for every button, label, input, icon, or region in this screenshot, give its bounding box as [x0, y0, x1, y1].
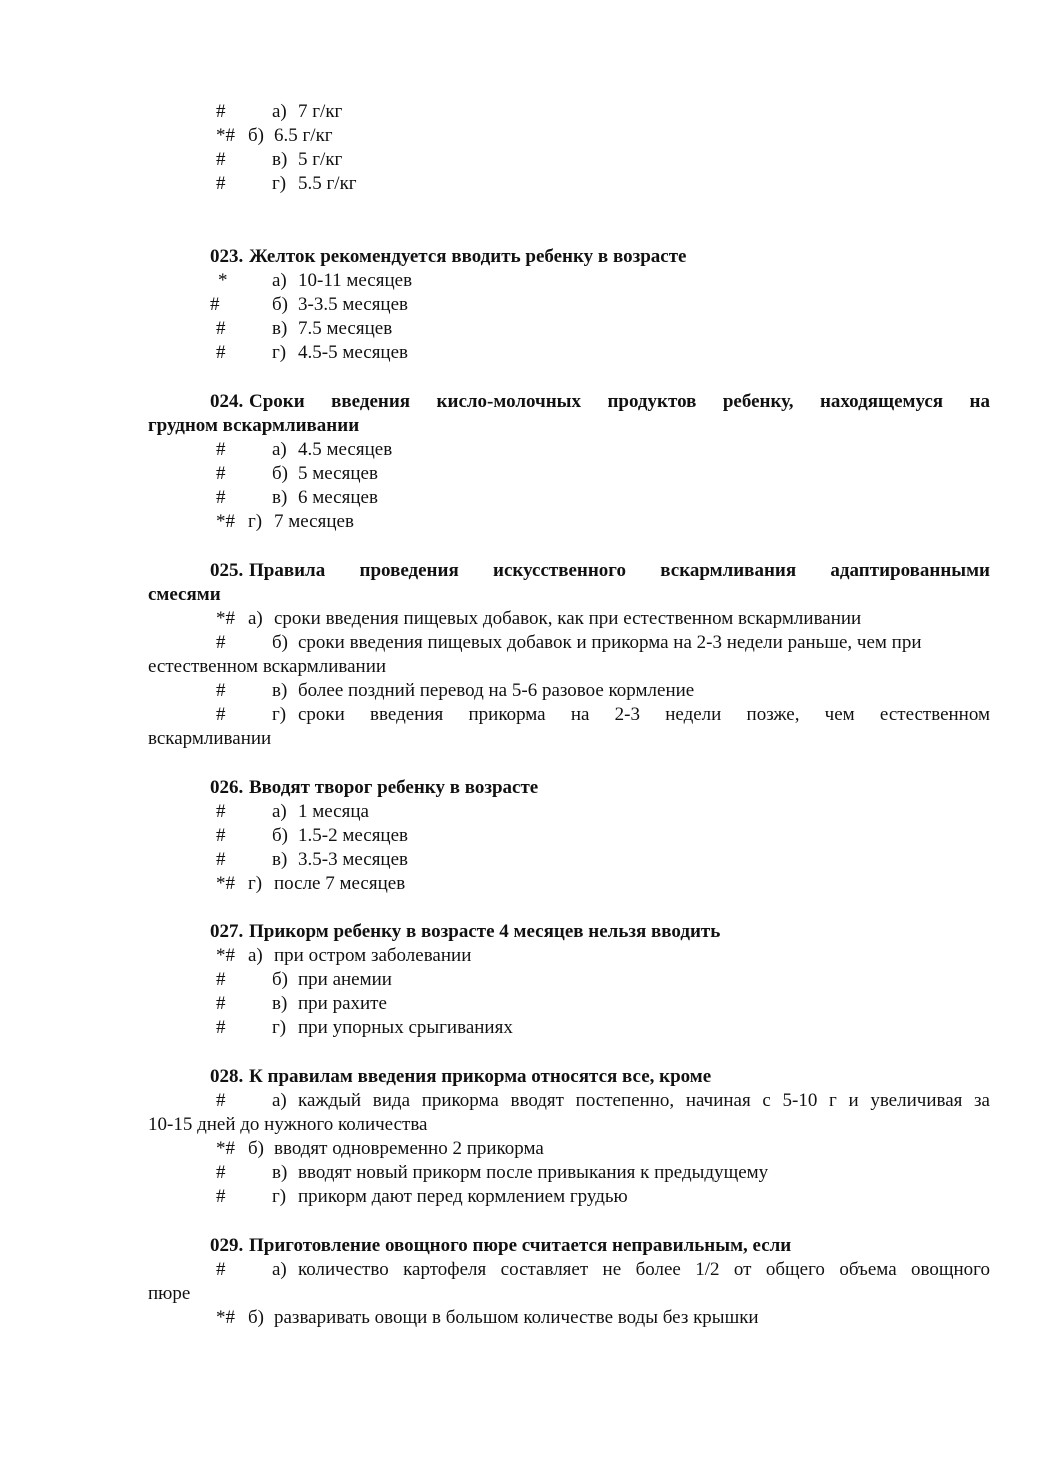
answer-text: 7 г/кг — [298, 101, 343, 122]
answer-letter: б) — [272, 294, 288, 315]
answer-text: 6.5 г/кг — [274, 125, 333, 146]
answer-mark: # — [216, 825, 226, 846]
answer-text: 7 месяцев — [274, 511, 354, 532]
answer-mark: # — [216, 1017, 226, 1038]
answer-text: сроки введения пищевых добавок и прикорма на 2-3 недели раньше, чем при — [298, 632, 922, 653]
answer-mark: *# — [216, 945, 235, 966]
question-text-continuation: грудном вскармливании — [148, 415, 360, 436]
question-text-text: Правила проведения искусственного вскармливания адаптированными — [249, 560, 990, 581]
answer-text-continuation: пюре — [148, 1283, 191, 1304]
answer-text: прикорм дают перед кормлением грудью — [298, 1186, 628, 1207]
answer-letter: в) — [272, 1162, 288, 1183]
answer-text: 3-3.5 месяцев — [298, 294, 409, 315]
answer-letter: б) — [248, 1138, 264, 1159]
answer-text-continuation: естественном вскармливании — [148, 656, 387, 677]
answer-mark: # — [216, 632, 226, 653]
answer-text: 3.5-3 месяцев — [298, 849, 409, 870]
question-text — [249, 390, 990, 414]
answer-text: 4.5-5 месяцев — [298, 342, 409, 363]
answer-letter: г) — [248, 873, 263, 894]
question-text: Прикорм ребенку в возрасте 4 месяцев нельзя вводить — [249, 921, 721, 942]
question-text-text: Сроки введения кисло-молочных продуктов ребенку, находящемуся на — [249, 391, 990, 412]
answer-mark: # — [216, 487, 226, 508]
answer-text: 1 месяца — [298, 801, 369, 822]
answer-mark: # — [216, 463, 226, 484]
answer-text-text: сроки введения прикорма на 2-3 недели позже, чем естественном — [298, 704, 990, 725]
answer-text: 5.5 г/кг — [298, 173, 357, 194]
answer-mark: *# — [216, 125, 235, 146]
answer-mark: # — [216, 1090, 226, 1111]
answer-text: более поздний перевод на 5-6 разовое кормление — [298, 680, 695, 701]
answer-letter: а) — [248, 945, 263, 966]
answer-text: 10-11 месяцев — [298, 270, 413, 291]
answer-letter: а) — [272, 1259, 287, 1280]
answer-letter: а) — [272, 101, 287, 122]
answer-letter: б) — [272, 632, 288, 653]
question-number: 028. — [210, 1066, 244, 1087]
answer-text — [298, 703, 990, 727]
answer-letter: г) — [272, 342, 287, 363]
answer-mark: # — [216, 969, 226, 990]
answer-letter: в) — [272, 680, 288, 701]
question-text: Вводят творог ребенку в возрасте — [249, 777, 539, 798]
answer-mark: # — [216, 439, 226, 460]
answer-mark: # — [216, 1186, 226, 1207]
answer-letter: в) — [272, 318, 288, 339]
answer-text-continuation: 10-15 дней до нужного количества — [148, 1114, 428, 1135]
question-text-continuation: смесями — [148, 584, 221, 605]
answer-text: 6 месяцев — [298, 487, 378, 508]
answer-mark: # — [210, 294, 220, 315]
answer-mark: # — [216, 1162, 226, 1183]
answer-mark: *# — [216, 608, 235, 629]
answer-mark: # — [216, 318, 226, 339]
answer-letter: г) — [248, 511, 263, 532]
answer-text: 4.5 месяцев — [298, 439, 393, 460]
answer-text-continuation: вскармливании — [148, 728, 272, 749]
question-number: 029. — [210, 1235, 244, 1256]
answer-letter: б) — [248, 1307, 264, 1328]
answer-letter: б) — [272, 969, 288, 990]
answer-mark: # — [216, 342, 226, 363]
answer-letter: г) — [272, 173, 287, 194]
answer-text — [298, 1089, 990, 1113]
answer-text: вводят одновременно 2 прикорма — [274, 1138, 544, 1159]
answer-letter: г) — [272, 1017, 287, 1038]
answer-mark: # — [216, 704, 226, 725]
answer-mark: # — [216, 101, 226, 122]
answer-mark: # — [216, 173, 226, 194]
question-number: 025. — [210, 560, 244, 581]
question-number: 027. — [210, 921, 244, 942]
question-number: 024. — [210, 391, 244, 412]
answer-mark: *# — [216, 1307, 235, 1328]
answer-text: при остром заболевании — [274, 945, 472, 966]
answer-text — [298, 1258, 990, 1282]
question-text: К правилам введения прикорма относятся все, кроме — [249, 1066, 712, 1087]
answer-mark: # — [216, 149, 226, 170]
answer-mark: * — [218, 270, 228, 291]
answer-letter: г) — [272, 1186, 287, 1207]
answer-text-text: количество картофеля составляет не более 1/2 от общего объема овощного — [298, 1259, 990, 1280]
answer-mark: # — [216, 849, 226, 870]
answer-letter: а) — [248, 608, 263, 629]
answer-text: при рахите — [298, 993, 387, 1014]
answer-letter: а) — [272, 1090, 287, 1111]
answer-letter: б) — [272, 463, 288, 484]
answer-letter: г) — [272, 704, 287, 725]
question-text: Приготовление овощного пюре считается неправильным, если — [249, 1235, 792, 1256]
question-text — [249, 559, 990, 583]
answer-letter: а) — [272, 439, 287, 460]
answer-text-text: каждый вида прикорма вводят постепенно, начиная с 5-10 г и увеличивая за — [298, 1090, 990, 1111]
answer-text: вводят новый прикорм после привыкания к предыдущему — [298, 1162, 769, 1183]
answer-mark: # — [216, 1259, 226, 1280]
answer-letter: а) — [272, 801, 287, 822]
answer-letter: а) — [272, 270, 287, 291]
answer-text: разваривать овощи в большом количестве воды без крышки — [274, 1307, 759, 1328]
answer-letter: в) — [272, 487, 288, 508]
answer-text: 1.5-2 месяцев — [298, 825, 409, 846]
answer-letter: б) — [272, 825, 288, 846]
answer-mark: # — [216, 993, 226, 1014]
answer-text: 5 месяцев — [298, 463, 378, 484]
answer-letter: в) — [272, 993, 288, 1014]
answer-mark: # — [216, 680, 226, 701]
answer-mark: *# — [216, 511, 235, 532]
question-number: 026. — [210, 777, 244, 798]
answer-text: при упорных срыгиваниях — [298, 1017, 513, 1038]
answer-letter: в) — [272, 849, 288, 870]
answer-letter: б) — [248, 125, 264, 146]
answer-text: при анемии — [298, 969, 392, 990]
question-text: Желток рекомендуется вводить ребенку в возрасте — [249, 246, 687, 267]
answer-text: сроки введения пищевых добавок, как при естественном вскармливании — [274, 608, 862, 629]
answer-mark: *# — [216, 873, 235, 894]
question-number: 023. — [210, 246, 244, 267]
answer-mark: # — [216, 801, 226, 822]
answer-mark: *# — [216, 1138, 235, 1159]
answer-text: 5 г/кг — [298, 149, 343, 170]
answer-letter: в) — [272, 149, 288, 170]
answer-text: 7.5 месяцев — [298, 318, 393, 339]
answer-text: после 7 месяцев — [274, 873, 406, 894]
